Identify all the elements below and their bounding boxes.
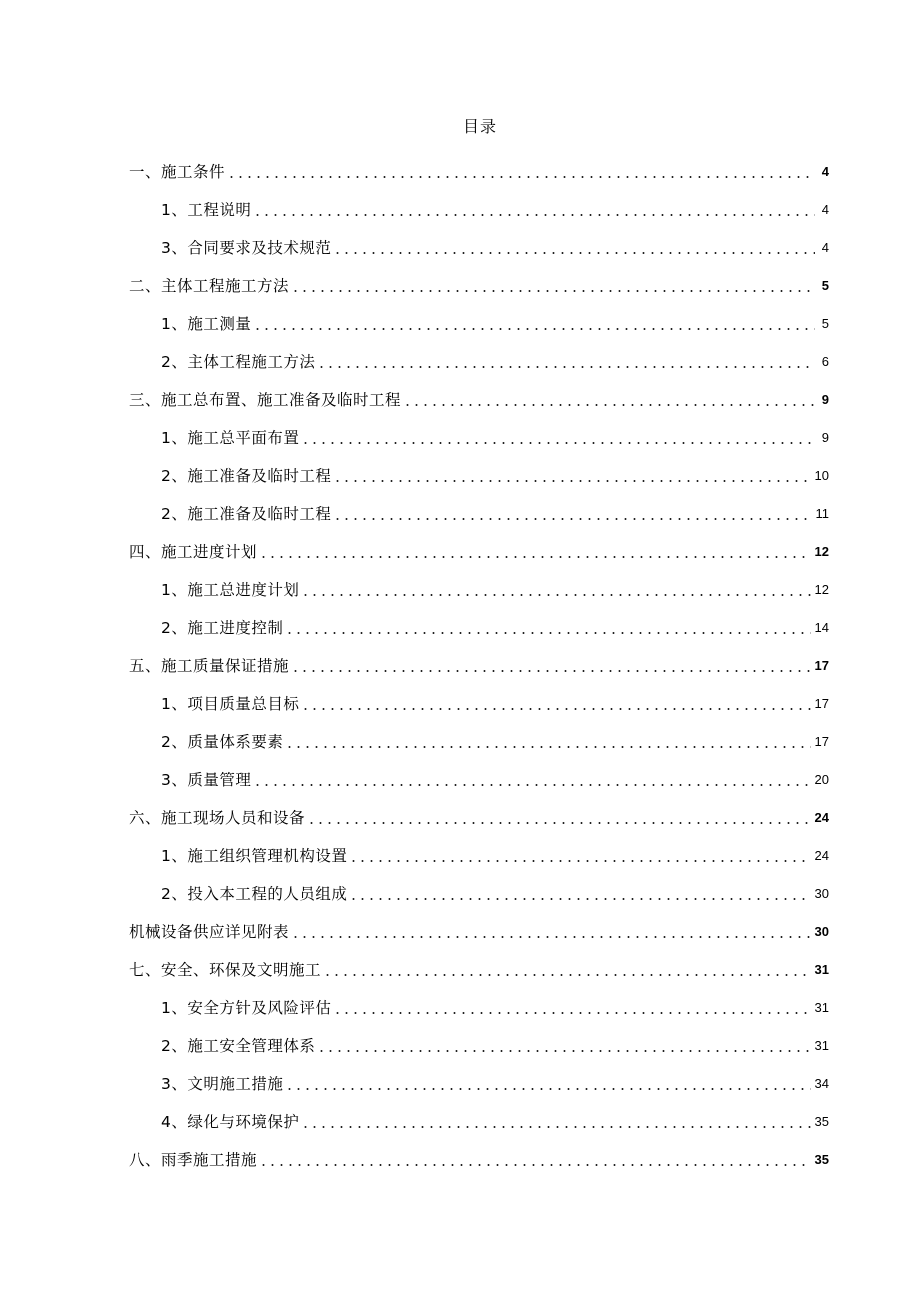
toc-entry[interactable] bbox=[129, 758, 829, 796]
toc-entry-label: 2、施工准备及临时工程 bbox=[161, 467, 332, 485]
toc-entry-page-number: 12 bbox=[814, 544, 829, 559]
toc-dot-leader bbox=[253, 784, 810, 786]
toc-entry-label: 1、项目质量总目标 bbox=[161, 695, 300, 713]
toc-entry[interactable] bbox=[129, 530, 829, 568]
toc-entry[interactable] bbox=[129, 264, 829, 302]
toc-entry-page-number: 12 bbox=[814, 582, 829, 597]
toc-dot-leader bbox=[253, 328, 815, 330]
toc-title: 目录 bbox=[462, 117, 497, 136]
toc-dot-leader bbox=[259, 1164, 811, 1166]
toc-entry[interactable] bbox=[129, 720, 829, 758]
toc-entry[interactable] bbox=[129, 1062, 829, 1100]
toc-entry-page-number: 14 bbox=[814, 620, 829, 635]
toc-entry-label: 3、合同要求及技术规范 bbox=[161, 239, 332, 257]
toc-entry-label: 1、施工测量 bbox=[161, 315, 252, 333]
toc-entry-page-number: 35 bbox=[814, 1114, 829, 1129]
toc-entry-label: 五、施工质量保证措施 bbox=[129, 657, 290, 675]
toc-entry-page-number: 24 bbox=[814, 848, 829, 863]
toc-entry-label: 1、施工总进度计划 bbox=[161, 581, 300, 599]
toc-entry-label: 2、投入本工程的人员组成 bbox=[161, 885, 348, 903]
toc-entry-page-number: 20 bbox=[814, 772, 829, 787]
toc-dot-leader bbox=[291, 936, 811, 938]
toc-entry-page-number: 11 bbox=[815, 506, 829, 521]
toc-entry-label: 1、工程说明 bbox=[161, 201, 252, 219]
table-of-contents bbox=[129, 150, 829, 1176]
toc-dot-leader bbox=[253, 214, 815, 216]
toc-entry[interactable] bbox=[129, 682, 829, 720]
toc-entry-page-number: 10 bbox=[814, 468, 829, 483]
toc-entry-page-number: 24 bbox=[814, 810, 829, 825]
toc-entry[interactable] bbox=[129, 986, 829, 1024]
toc-dot-leader bbox=[291, 290, 815, 292]
toc-entry-label: 四、施工进度计划 bbox=[129, 543, 258, 561]
toc-entry[interactable] bbox=[129, 302, 829, 340]
toc-entry[interactable] bbox=[129, 606, 829, 644]
toc-entry-label: 六、施工现场人员和设备 bbox=[129, 809, 306, 827]
toc-dot-leader bbox=[291, 670, 811, 672]
toc-entry-page-number: 17 bbox=[814, 658, 829, 673]
toc-dot-leader bbox=[317, 1050, 810, 1052]
toc-dot-leader bbox=[301, 708, 810, 710]
toc-entry-label: 2、施工进度控制 bbox=[161, 619, 284, 637]
toc-dot-leader bbox=[349, 860, 810, 862]
toc-entry-page-number: 34 bbox=[814, 1076, 829, 1091]
toc-entry[interactable] bbox=[129, 1138, 829, 1176]
toc-entry-page-number: 4 bbox=[821, 202, 829, 217]
toc-entry-label: 2、主体工程施工方法 bbox=[161, 353, 316, 371]
toc-dot-leader bbox=[333, 480, 810, 482]
toc-entry[interactable] bbox=[129, 378, 829, 416]
toc-entry-label: 2、施工准备及临时工程 bbox=[161, 505, 332, 523]
toc-entry-label: 3、质量管理 bbox=[161, 771, 252, 789]
toc-entry-label: 二、主体工程施工方法 bbox=[129, 277, 290, 295]
toc-entry[interactable] bbox=[129, 872, 829, 910]
toc-entry[interactable] bbox=[129, 796, 829, 834]
toc-entry-label: 3、文明施工措施 bbox=[161, 1075, 284, 1093]
toc-entry-page-number: 5 bbox=[821, 316, 829, 331]
toc-entry-page-number: 4 bbox=[821, 164, 829, 179]
toc-dot-leader bbox=[323, 974, 811, 976]
toc-entry-label: 七、安全、环保及文明施工 bbox=[129, 961, 322, 979]
toc-entry[interactable] bbox=[129, 340, 829, 378]
toc-entry-page-number: 17 bbox=[814, 734, 829, 749]
toc-dot-leader bbox=[227, 176, 815, 178]
toc-entry-page-number: 5 bbox=[821, 278, 829, 293]
toc-dot-leader bbox=[333, 1012, 810, 1014]
toc-dot-leader bbox=[307, 822, 811, 824]
toc-entry-page-number: 17 bbox=[814, 696, 829, 711]
toc-dot-leader bbox=[317, 366, 815, 368]
toc-entry-page-number: 35 bbox=[814, 1152, 829, 1167]
toc-entry[interactable] bbox=[129, 416, 829, 454]
toc-entry[interactable] bbox=[129, 150, 829, 188]
toc-dot-leader bbox=[403, 404, 815, 406]
toc-entry-page-number: 6 bbox=[821, 354, 829, 369]
toc-entry-page-number: 30 bbox=[814, 886, 829, 901]
toc-entry-label: 2、质量体系要素 bbox=[161, 733, 284, 751]
toc-entry[interactable] bbox=[129, 568, 829, 606]
toc-entry-label: 机械设备供应详见附表 bbox=[129, 923, 290, 941]
toc-dot-leader bbox=[285, 1088, 810, 1090]
toc-entry[interactable] bbox=[129, 910, 829, 948]
toc-entry[interactable] bbox=[129, 1024, 829, 1062]
toc-entry[interactable] bbox=[129, 1100, 829, 1138]
toc-dot-leader bbox=[301, 594, 810, 596]
toc-entry-page-number: 31 bbox=[814, 962, 829, 977]
toc-entry-label: 4、绿化与环境保护 bbox=[161, 1113, 300, 1131]
toc-entry[interactable] bbox=[129, 644, 829, 682]
toc-dot-leader bbox=[349, 898, 810, 900]
toc-entry-page-number: 31 bbox=[814, 1038, 829, 1053]
toc-entry-page-number: 9 bbox=[821, 430, 829, 445]
toc-entry[interactable] bbox=[129, 834, 829, 872]
toc-dot-leader bbox=[285, 746, 810, 748]
toc-dot-leader bbox=[285, 632, 810, 634]
toc-entry[interactable] bbox=[129, 492, 829, 530]
toc-entry[interactable] bbox=[129, 226, 829, 264]
toc-entry-page-number: 9 bbox=[821, 392, 829, 407]
toc-entry[interactable] bbox=[129, 188, 829, 226]
toc-entry[interactable] bbox=[129, 454, 829, 492]
toc-entry-label: 2、施工安全管理体系 bbox=[161, 1037, 316, 1055]
toc-dot-leader bbox=[301, 1126, 810, 1128]
toc-entry-label: 三、施工总布置、施工准备及临时工程 bbox=[129, 391, 402, 409]
toc-entry-label: 1、施工总平面布置 bbox=[161, 429, 300, 447]
toc-entry-page-number: 31 bbox=[814, 1000, 829, 1015]
toc-entry-page-number: 30 bbox=[814, 924, 829, 939]
toc-dot-leader bbox=[333, 518, 811, 520]
toc-entry-label: 1、施工组织管理机构设置 bbox=[161, 847, 348, 865]
toc-entry-page-number: 4 bbox=[821, 240, 829, 255]
toc-dot-leader bbox=[301, 442, 815, 444]
toc-dot-leader bbox=[259, 556, 811, 558]
toc-entry[interactable] bbox=[129, 948, 829, 986]
toc-entry-label: 八、雨季施工措施 bbox=[129, 1151, 258, 1169]
toc-dot-leader bbox=[333, 252, 815, 254]
toc-entry-label: 1、安全方针及风险评估 bbox=[161, 999, 332, 1017]
toc-entry-label: 一、施工条件 bbox=[129, 163, 226, 181]
